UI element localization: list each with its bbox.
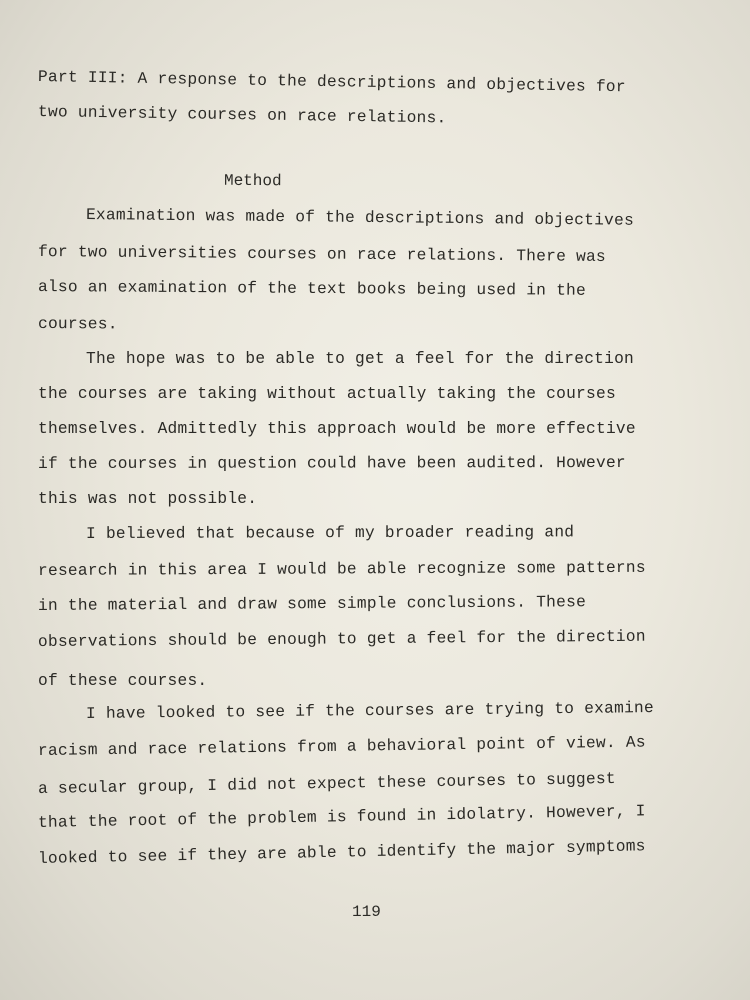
paragraph-4-line-5: looked to see if they are able to identify the major symptoms [37,837,646,868]
paragraph-3-line-2: research in this area I would be able recognize some patterns [37,558,646,580]
paragraph-4-line-1: I have looked to see if the courses are trying to examine [85,699,655,723]
paragraph-4-line-3: a secular group, I did not expect these courses to suggest [37,769,616,798]
paragraph-3-line-1: I believed that because of my broader reading and [85,523,575,543]
title-line-1: Part III: A response to the descriptions and objectives for [37,68,626,97]
section-heading: Method [223,171,282,191]
paragraph-3-line-3: in the material and draw some simple conclusions. These [37,593,587,615]
paragraph-2-line-5: this was not possible. [38,490,258,508]
paragraph-2-line-3: themselves. Admittedly this approach would be more effective [38,420,636,438]
paragraph-2-line-2: the courses are taking without actually taking the courses [38,385,616,403]
paragraph-2-line-1: The hope was to be able to get a feel for the direction [86,350,635,368]
paragraph-4-line-2: racism and race relations from a behavioral point of view. As [37,733,646,760]
title-line-2: two university courses on race relations. [37,103,447,128]
paragraph-1-line-4: courses. [37,315,118,334]
paragraph-1-line-3: also an examination of the text books being used in the [37,278,587,300]
paragraph-4-line-4: that the root of the problem is found in idolatry. However, I [37,802,646,832]
paragraph-2-line-4: if the courses in question could have been audited. However [37,453,626,473]
paragraph-3-line-5: of these courses. [38,672,208,690]
paragraph-3-line-4: observations should be enough to get a feel for the direction [37,627,646,651]
paragraph-1-line-2: for two universities courses on race relations. There was [37,243,607,266]
paragraph-1-line-1: Examination was made of the descriptions and objectives [85,206,635,230]
page-number: 119 [352,903,381,921]
